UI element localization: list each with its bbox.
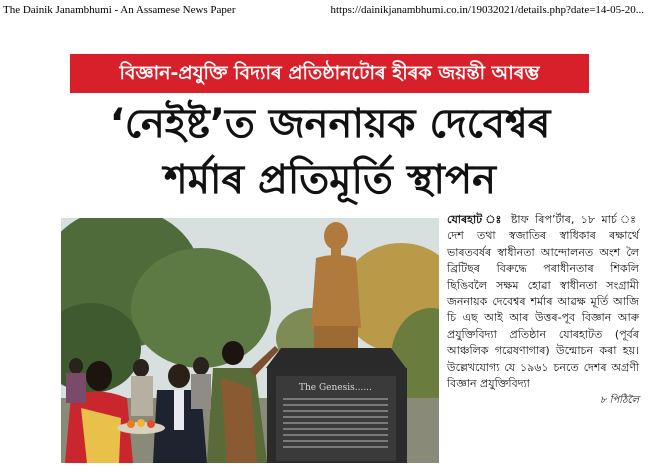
article-text	[447, 212, 639, 410]
headline-line-1: ‘নেইষ্ট’ত জননায়ক দেবেশ্বৰ	[109, 101, 551, 147]
news-photo	[61, 218, 439, 463]
dateline: যোৰহাট ঃ	[447, 213, 505, 226]
continued-label: ৮ পিঠিলৈ	[599, 395, 639, 407]
kicker-banner: বিজ্ঞান-প্ৰযুক্তি বিদ্যাৰ প্ৰতিষ্ঠানটোৰ হীৰক জয়ন্তী আৰম্ভ	[70, 54, 589, 93]
article-body: ষ্টাফ ৰিপ’ৰ্টাৰ, ১৮ মাৰ্চ ঃ দেশ তথা স্বজাতিৰ স্বাধিকাৰ ৰক্ষাৰ্থে ভাৰতবৰ্ষৰ স্বাধীনতা আন্দোলনত অংশ লৈ ব্ৰিটিছৰ বিৰুদ্ধে পৰাধীনতাৰ শিকলি ছিঙিবলৈ সক্ষম হোৱা স্বাধীনতা সংগ্ৰামী জননায়ক দেবেশ্বৰ শৰ্মাৰ আৱক্ষ মূৰ্তি আজি চি এছ আই আৰ উত্তৰ-পূব বিজ্ঞান আৰু প্ৰযুক্তিবিদ্যা প্ৰতিষ্ঠান যোৰহাটত (পূৰ্বৰ আঞ্চলিক গৱেষণাগাৰ) উন্মোচন কৰা হয়। উল্লেখযোগ্য যে ১৯৬১ চনতে দেশৰ অগ্ৰণী বিজ্ঞান প্ৰযুক্তিবিদ্যা	[447, 213, 639, 391]
headline	[40, 96, 620, 208]
headline-line-2: শৰ্মাৰ প্ৰতিমূৰ্তি স্থাপন	[164, 157, 496, 203]
browser-header	[0, 0, 648, 20]
page-url: https://dainikjanambhumi.co.in/19032021/details.php?date=14-05-20...	[330, 4, 644, 16]
site-title: The Dainik Janambhumi - An Assamese News Paper	[3, 4, 236, 16]
plaque-text: The Genesis......	[299, 383, 372, 393]
